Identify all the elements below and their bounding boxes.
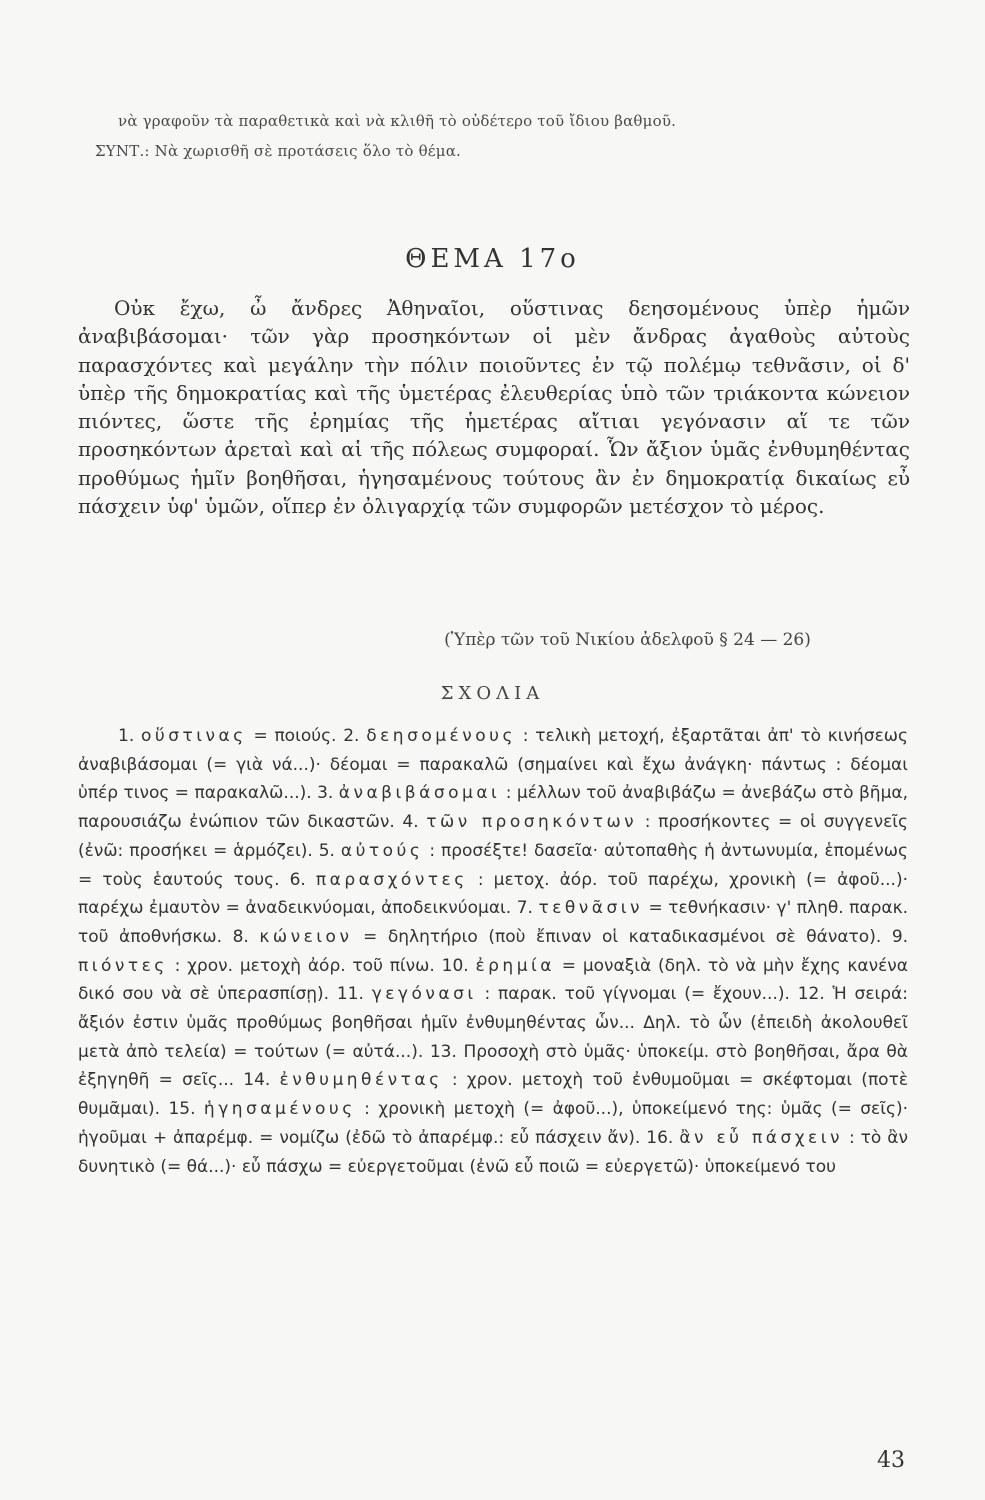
note-term: ἀναβιβάσομαι — [338, 783, 501, 804]
top-line-1: νὰ γραφοῦν τὰ παραθετικὰ καὶ νὰ κλιθῆ τὸ οὐδέτερο τοῦ ἴδιου βαθμοῦ. — [118, 112, 677, 130]
note-term: τῶν προσηκόντων — [426, 812, 638, 833]
note-number: 13. — [429, 1041, 464, 1062]
note-text: Προσοχὴ στὸ ὑμᾶς· ὑποκείμ. στὸ βοηθῆσαι, ἄρα θὰ ἐξηγηθῆ = σεῖς... — [78, 1041, 909, 1091]
note-number: 16. — [646, 1127, 680, 1148]
page-number: 43 — [877, 1448, 905, 1473]
note-term: γεγόνασι — [371, 984, 477, 1005]
note-text: = μοναξιὰ (δηλ. τὸ νὰ μὴν ἔχης κανένα δικό σου νὰ σὲ ὑπερασπίσῃ). — [78, 955, 908, 1005]
note-text: : χρονικὴ μετοχὴ (= ἀφοῦ...), ὑποκείμενό της: ὑμᾶς (= σεῖς)· ἡγοῦμαι + ἀπαρέμφ. = νομίζω (ἐδῶ τὸ ἀπαρέμφ.: εὖ πάσχειν ἄν). — [78, 1099, 908, 1148]
note-number: 5. — [318, 840, 341, 861]
note-text: : παρακ. τοῦ γίγνομαι (= ἔχουν...). — [484, 984, 790, 1005]
note-term: παρασχόντες — [315, 869, 468, 890]
note-term: κώνειον — [259, 926, 353, 947]
source-citation: (Ὑπὲρ τῶν τοῦ Νικίου ἀδελφοῦ § 24 — 26) — [444, 630, 811, 650]
note-text: = δηλητήριο (ποὺ ἔπιναν οἱ καταδικασμένοι σὲ θάνατο). — [363, 926, 882, 947]
note-number: 15. — [168, 1099, 204, 1120]
scholia-heading: ΣΧΟΛΙΑ — [440, 683, 545, 704]
note-number: 12. — [797, 984, 833, 1005]
note-term: ἡγησαμένους — [203, 1099, 356, 1120]
note-text: : προσέξτε! δασεῖα· αὐτοπαθὴς ἡ ἀντωνυμία, ἑπομένως = τοὺς ἑαυτούς τους. — [78, 840, 909, 890]
note-term: δεησομένους — [366, 726, 516, 746]
note-number: 3. — [317, 783, 339, 804]
note-number: 2. — [343, 726, 367, 746]
note-text: Ἡ σειρά: ἄξιόν ἐστιν ὑμᾶς προθύμως βοηθῆσαι ἡμῖν ἐνθυμηθέντας ὧν... Δηλ. τὸ ὧν (ἐπειδὴ ἀκολουθεῖ μετὰ ἀπὸ τελεία) = τούτων (= αὐτά...). — [78, 984, 908, 1062]
note-item — [337, 984, 790, 1004]
section-heading: ΘΕΜΑ 17ο — [405, 244, 580, 274]
note-term: ἐνθυμηθέντας — [279, 1070, 443, 1091]
note-term: ἂν εὖ πάσχειν — [679, 1127, 843, 1148]
note-text: : χρον. μετοχὴ ἀόρ. τοῦ πίνω. — [174, 955, 435, 976]
note-text: : τὸ ἂν δυνητικὸ (= θά...)· εὖ πάσχω = εὐεργετοῦμαι (ἐνῶ εὖ ποιῶ = εὐεργετῶ)· ὑποκείμενό του — [78, 1127, 908, 1177]
note-number: 7. — [516, 898, 539, 919]
greek-passage: Οὐκ ἔχω, ὦ ἄνδρες Ἀθηναῖοι, οὕστινας δεησομένους ὑπὲρ ἡμῶν ἀναβιβάσομαι· τῶν γὰρ προσηκόντων οἱ μὲν ἄνδρας ἀγαθοὺς αὐτοὺς παρασχόντες καὶ μεγάλην τὴν πόλιν ποιοῦντες ἐν τῷ πολέμῳ τεθνᾶσιν, οἱ δ' ὑπὲρ τῆς δημοκρατίας καὶ τῆς ὑμετέρας ἐλευθερίας ὑπὸ τῶν τριάκοντα κώνειον πιόντες, ὥστε τῆς ἐρημίας τῆς ἡμετέρας αἴτιαι γεγόνασιν αἵ τε τῶν προσηκόντων ἀρεταὶ καὶ αἱ τῆς πόλεως συμφοραί. Ὧν ἄξιον ὑμᾶς ἐνθυμηθέντας προθύμως ἡμῖν βοηθῆσαι, ἡγησαμένους τούτους ἂν ἐν δημοκρατίᾳ δικαίως εὖ πάσχειν ὑφ' ὑμῶν, οἵπερ ἐν ὀλιγαρχίᾳ τῶν συμφορῶν μετέσχον τὸ μέρος. — [78, 296, 910, 519]
note-item — [118, 726, 336, 746]
note-text: : χρον. μετοχὴ τοῦ ἐνθυμοῦμαι = σκέφτομαι (ποτὲ θυμᾶμαι). — [78, 1070, 909, 1120]
note-text: : προσήκοντες = οἱ συγγενεῖς (ἐνῶ: προσήκει = ἁρμόζει). — [78, 812, 908, 861]
note-term: τεθνᾶσιν — [538, 898, 644, 919]
note-term: πιόντες — [78, 955, 168, 976]
note-term: οὕστινας — [140, 726, 247, 746]
note-text: : μέλλων τοῦ ἀναβιβάζω = ἀνεβάζω στὸ βῆμα, παρουσιάζω ἐνώπιον τῶν δικαστῶν. — [78, 783, 908, 833]
note-term: αὐτούς — [340, 840, 424, 861]
note-text: : μετοχ. ἀόρ. τοῦ παρέχω, χρονικὴ (= ἀφοῦ...)· παρέχω ἐμαυτὸν = ἀναδεικνύομαι, ἀποδεικνύομαι. — [78, 869, 908, 919]
note-number: 8. — [232, 926, 260, 947]
scholia-notes — [78, 722, 908, 1181]
note-number: 11. — [336, 984, 372, 1005]
note-term: ἐρημία — [475, 955, 555, 976]
note-number: 14. — [243, 1070, 280, 1091]
note-text: = ποιούς. — [253, 726, 337, 746]
note-number: 4. — [402, 812, 427, 833]
note-number: 10. — [441, 955, 476, 976]
note-item — [233, 927, 882, 947]
note-number: 1. — [118, 726, 141, 746]
top-line-2: ΣΥΝΤ.: Νὰ χωρισθῆ σὲ προτάσεις ὅλο τὸ θέμα. — [95, 142, 462, 160]
note-text: = τεθνήκασιν· γ' πληθ. παρακ. τοῦ ἀποθνήσκω. — [78, 898, 909, 947]
note-text: : τελικὴ μετοχή, ἐξαρτᾶται ἀπ' τὸ κινήσεως ἀναβιβάσομαι (= γιὰ νά...)· δέομαι = παρακαλῶ (σημαίνει καὶ ἔχω ἀνάγκη· πάντως : δέομαι ὑπέρ τινος = παρακαλῶ...). — [78, 726, 908, 804]
note-number: 9. — [891, 926, 909, 947]
note-number: 6. — [289, 869, 316, 890]
